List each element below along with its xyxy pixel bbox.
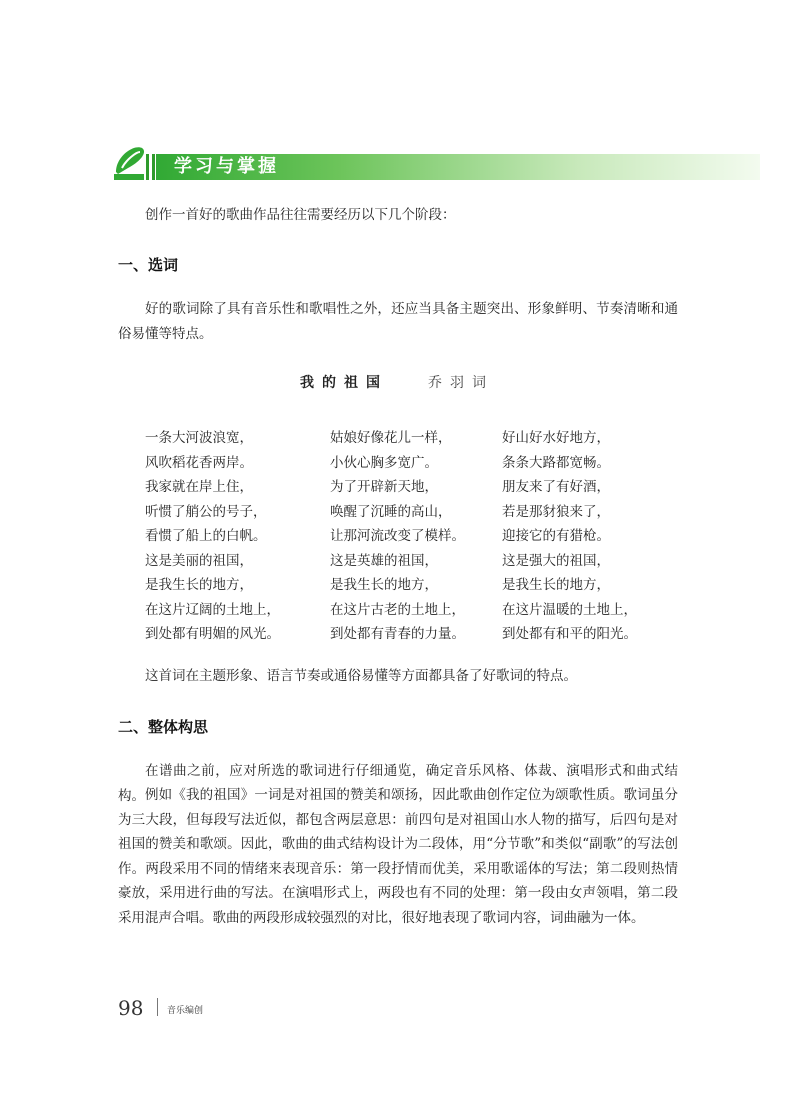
poem-line: 我家就在岸上住， [145, 479, 253, 495]
poem-line: 为了开辟新天地， [330, 479, 438, 495]
poem-line: 若是那豺狼来了， [502, 503, 610, 520]
intro-text: 创作一首好的歌曲作品往往需要经历以下几个阶段： [145, 207, 456, 223]
poem-line: 迎接它的有猎枪。 [502, 528, 610, 544]
poem-line: 朋友来了有好酒， [502, 479, 610, 495]
poem-line: 在这片温暖的土地上， [502, 601, 637, 618]
book-title: 音乐编创 [167, 1006, 204, 1016]
poem-line: 是我生长的地方， [145, 577, 253, 593]
poem-line: 听惯了艄公的号子， [145, 503, 267, 520]
poem-line: 姑娘好像花儿一样， [330, 430, 452, 446]
poem-line: 好山好水好地方， [502, 430, 610, 446]
paragraph-poem-summary: 这首词在主题形象、语言节奏或通俗易懂等方面都具备了好歌词的特点。 [145, 668, 577, 684]
poem-line: 到处都有明媚的风光。 [145, 626, 280, 642]
poem-line: 到处都有和平的阳光。 [502, 626, 637, 642]
section-banner [112, 138, 760, 180]
heading-select-lyrics: 一、选词 [118, 256, 179, 274]
poem-author: 乔羽词 [428, 375, 494, 391]
poem-line: 唤醒了沉睡的高山， [330, 503, 452, 520]
poem-line: 这是强大的祖国， [502, 552, 610, 569]
poem-line: 到处都有青春的力量。 [330, 626, 465, 642]
poem-line: 在这片古老的土地上， [330, 601, 465, 618]
poem-title: 我的祖国 [300, 375, 388, 391]
poem-line: 是我生长的地方， [502, 577, 610, 593]
poem-line: 让那河流改变了模样。 [330, 528, 465, 544]
paragraph-lyrics-features: 好的歌词除了具有音乐性和歌唱性之外，还应当具备主题突出、形象鲜明、节奏清晰和通俗易懂等特点。 [118, 301, 678, 342]
poem-column-2 [330, 426, 465, 647]
footer-divider [157, 998, 158, 1016]
poem-line: 看惯了船上的白帆。 [145, 528, 267, 544]
paragraph-preparation: 在谱曲之前，应对所选的歌词进行仔细通览，确定音乐风格、体裁、演唱形式和曲式结构。 [118, 763, 678, 804]
poem-line: 在这片辽阔的土地上， [145, 601, 280, 618]
paragraph-example-analysis: 例如《我的祖国》一词是对祖国的赞美和颂扬，因此歌曲创作定位为颂歌性质。歌词虽分为三大段，但每段写法近似，都包含两层意思：前四句是对祖国山水人物的描写，后四句是对祖国的赞美和歌颂。因此，歌曲的曲式结构设计为二段体，用“分节歌”和类似“副歌”的写法创作。两段采用不同的情绪来表现音乐：第一段抒情而优美，采用歌谣体的写法；第二段则热情豪放，采用进行曲的写法。在演唱形式上，两段也有不同的处理：第一段由女声领唱，第二段采用混声合唱。歌曲的两段形成较强烈的对比，很好地表现了歌词内容，词曲融为一体。 [118, 787, 678, 926]
poem-column-1 [145, 426, 280, 647]
poem-line: 小伙心胸多宽广。 [330, 454, 438, 471]
page-number: 98 [118, 996, 144, 1020]
poem-line: 条条大路都宽畅。 [502, 454, 610, 471]
poem-line: 这是美丽的祖国， [145, 552, 253, 569]
section-title: 学习与掌握 [174, 156, 279, 177]
poem-line: 一条大河波浪宽， [145, 430, 253, 446]
heading-overall-concept: 二、整体构思 [118, 718, 209, 736]
poem-line: 这是英雄的祖国， [330, 552, 438, 569]
poem-line: 是我生长的地方， [330, 577, 438, 593]
poem-line: 风吹稻花香两岸。 [145, 454, 253, 471]
poem-column-3 [502, 426, 637, 647]
